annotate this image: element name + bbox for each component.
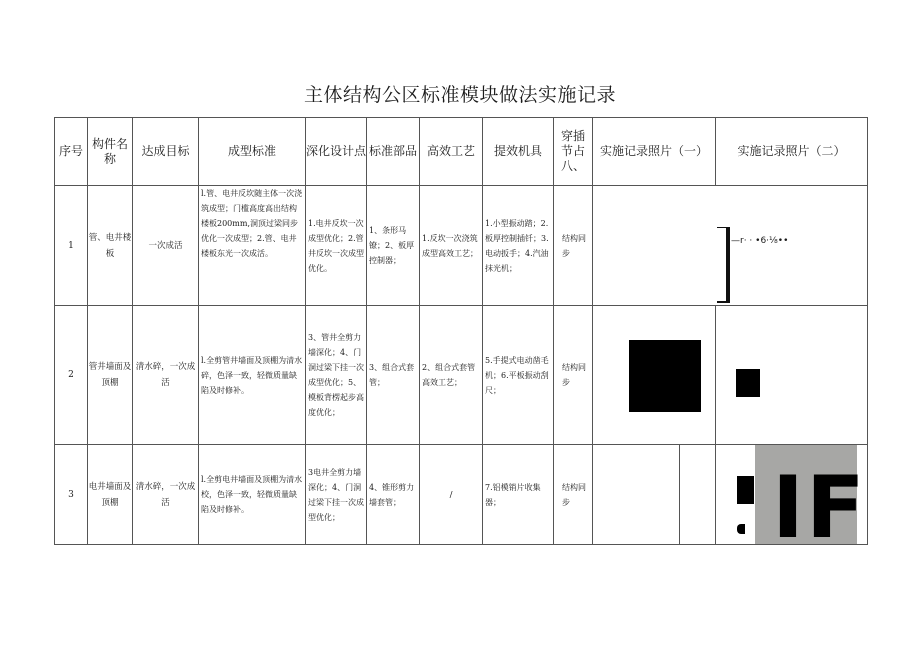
row-standard: l.全剪电井墙面及顶棚为清水校，色泽一致，轻微质量缺陷及时修补。	[199, 445, 306, 545]
row-goal: 一次成活	[133, 186, 199, 306]
header-row	[55, 118, 868, 186]
bracket-mark	[726, 227, 730, 303]
photo-cell	[593, 306, 716, 445]
row-insert: 结构同步	[554, 306, 593, 445]
table-row	[55, 306, 868, 445]
row-tools: 7.铝模销片收集器；	[483, 445, 554, 545]
row-process: /	[420, 445, 483, 545]
row-standard: l.全剪管井墙面及顶棚为清水碎，色泽一致，轻微质量缺陷及时修补。	[199, 306, 306, 445]
header-tools: 提效机具	[483, 118, 554, 186]
header-standard: 成型标准	[199, 118, 306, 186]
row-parts: 4、锥形剪力墙套管；	[367, 445, 420, 545]
row-design: 3、管井全剪力墙深化；4、门洞过梁下挂一次成型优化；5、模板背楞起步高度优化；	[306, 306, 367, 445]
row-tools: 1.小型振动踏；2.板厚控制插钎；3.电动扳手；4.汽油抹光机；	[483, 186, 554, 306]
header-goal: 达成目标	[133, 118, 199, 186]
row-parts: 1、条形马镣；2、板厚控制器；	[367, 186, 420, 306]
row-component: 管井墙面及顶棚	[88, 306, 133, 445]
photo-black-rect	[737, 476, 754, 504]
header-photo1: 实施记录照片（一）	[593, 118, 716, 186]
photo-gray-panel	[755, 445, 867, 558]
photo-cell	[593, 186, 868, 306]
row-goal: 清水碎，一次成活	[133, 306, 199, 445]
row-component: 管、电井楼板	[88, 186, 133, 306]
photo-cell	[716, 445, 868, 558]
row-seq: 1	[55, 186, 88, 306]
photo-caption: IF	[772, 458, 867, 558]
row-process: 2、组合式套管高效工艺；	[420, 306, 483, 445]
row-insert: 结构同步	[554, 186, 593, 306]
photo-cell	[593, 445, 716, 545]
photo-black-square	[736, 369, 760, 397]
header-photo2: 实施记录照片（二）	[716, 118, 868, 186]
row-design: 1.电井反坎一次成型优化；2.管井反坎一次成型优化。	[306, 186, 367, 306]
row-standard: l.管、电井反坎随主体一次浇筑成型；门槛高度高出结构楼板200mm,洞顶过梁同步优化一次成型；2.管、电井楼板东光一次成活。	[199, 186, 306, 306]
page-title: 主体结构公区标准模块做法实施记录	[303, 84, 616, 106]
row-design: 3电井全剪力墙深化；4、门洞过梁下挂一次成型优化；	[306, 445, 367, 545]
row-seq: 3	[55, 445, 88, 545]
header-process: 高效工艺	[420, 118, 483, 186]
table-row	[55, 445, 868, 545]
header-component: 构件名称	[88, 118, 133, 186]
row-parts: 3、组合式套管；	[367, 306, 420, 445]
row-process: 1.反坎一次浇筑成型高效工艺；	[420, 186, 483, 306]
photo-caption: —r· · •6·⅛••	[731, 236, 789, 246]
photo-cell	[716, 306, 868, 445]
row-insert: 结构同步	[554, 445, 593, 545]
photo-black-dot	[737, 524, 745, 534]
row-tools: 5.手提式电动凿毛机；6.平板振动刮尺；	[483, 306, 554, 445]
row-goal: 清水碎，一次成活	[133, 445, 199, 545]
header-seq: 序号	[55, 118, 88, 186]
header-insert: 穿插节占八、	[554, 118, 593, 186]
row-component: 电井墙面及顶棚	[88, 445, 133, 545]
header-parts: 标准部品	[367, 118, 420, 186]
implementation-record-table	[54, 117, 868, 558]
row-seq: 2	[55, 306, 88, 445]
table-row	[55, 186, 868, 306]
header-design: 深化设计点	[306, 118, 367, 186]
photo-black-block	[629, 340, 701, 412]
